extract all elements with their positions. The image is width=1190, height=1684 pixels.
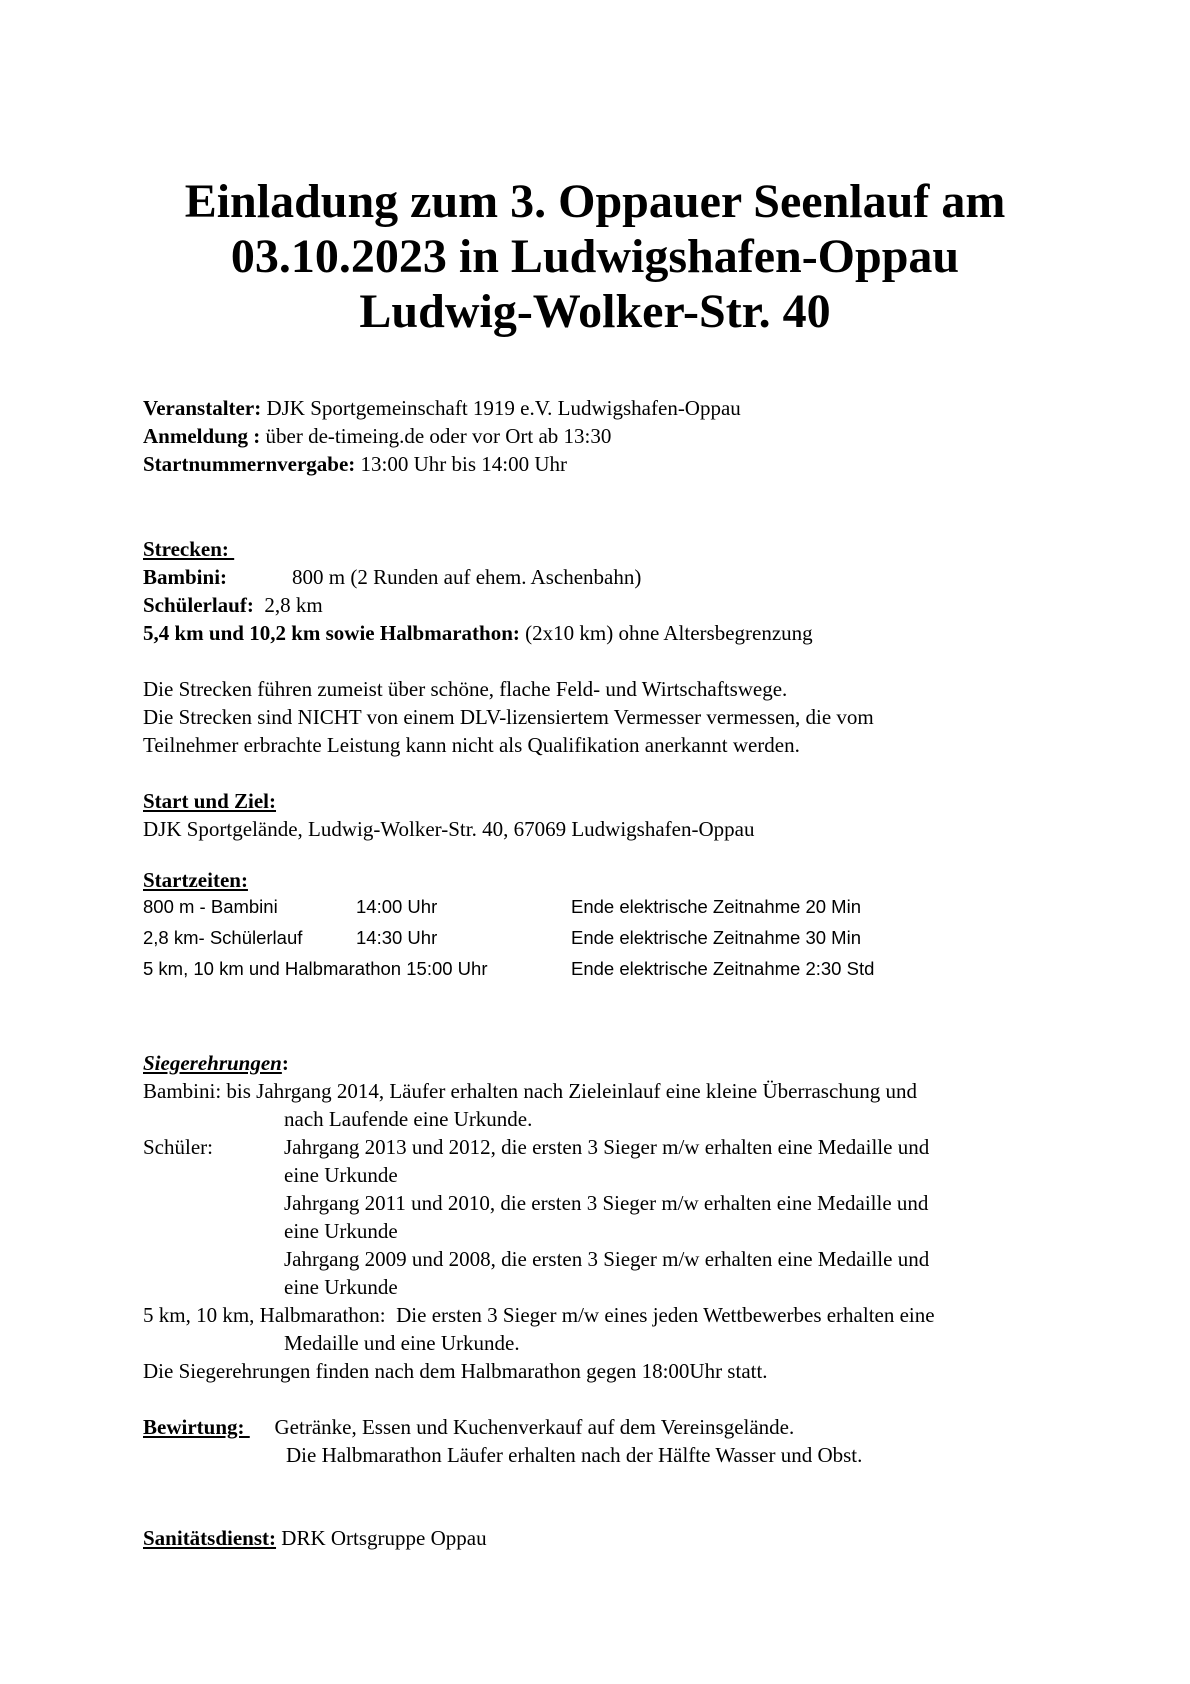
startzeiten-row-1-end: Ende elektrische Zeitnahme 20 Min [571,896,861,917]
bambini-line [143,563,227,591]
bambini-label: Bambini: [143,565,228,589]
page-title-line-1: Einladung zum 3. Oppauer Seenlauf am [184,175,1006,228]
siegerehrungen-note: Die Siegerehrungen finden nach dem Halbmarathon gegen 18:00Uhr statt. [143,1359,768,1383]
siegerehrungen-schueler-1a: Jahrgang 2013 und 2012, die ersten 3 Sieger m/w erhalten eine Medaille und [284,1135,930,1159]
siegerehrungen-bambini-2: nach Laufende eine Urkunde. [284,1107,533,1131]
page-title-line-2: 03.10.2023 in Ludwigshafen-Oppau [230,230,960,283]
bewirtung-underline-gap [245,1413,275,1441]
startzeiten-heading [143,866,248,894]
startnummern-line [143,450,567,478]
siegerehrungen-schueler-label: Schüler: [143,1135,213,1159]
siegerehrungen-schueler-1b: eine Urkunde [284,1163,398,1187]
siegerehrungen-schueler-2a: Jahrgang 2011 und 2010, die ersten 3 Sieger m/w erhalten eine Medaille und [284,1191,929,1215]
schueler-value: 2,8 km [253,593,323,617]
siegerehrungen-lang-1: 5 km, 10 km, Halbmarathon: Die ersten 3 Sieger m/w eines jeden Wettbewerbes erhalten eine [143,1303,935,1327]
anmeldung-label: Anmeldung : [143,424,261,448]
bambini-value: 800 m (2 Runden auf ehem. Aschenbahn) [292,565,642,589]
strecken-desc-3: Teilnehmer erbrachte Leistung kann nicht als Qualifikation anerkannt werden. [143,733,800,757]
bewirtung-value-2: Die Halbmarathon Läufer erhalten nach der Hälfte Wasser und Obst. [286,1443,863,1467]
bewirtung-line [143,1413,794,1441]
veranstalter-value: DJK Sportgemeinschaft 1919 e.V. Ludwigshafen-Oppau [261,396,741,420]
start-ziel-value: DJK Sportgelände, Ludwig-Wolker-Str. 40, 67069 Ludwigshafen-Oppau [143,817,755,841]
start-ziel-heading [143,787,276,815]
strecken-heading [143,535,234,563]
veranstalter-line [143,394,741,422]
page-title-line-3: Ludwig-Wolker-Str. 40 [359,285,831,338]
siegerehrungen-bambini-1: Bambini: bis Jahrgang 2014, Läufer erhalten nach Zieleinlauf eine kleine Überraschung und [143,1079,918,1103]
veranstalter-label: Veranstalter: [143,396,262,420]
sanitaet-value: DRK Ortsgruppe Oppau [276,1526,487,1550]
bewirtung-value-1: Getränke, Essen und Kuchenverkauf auf dem Vereinsgelände. [274,1415,795,1439]
siegerehrungen-schueler-3b: eine Urkunde [284,1275,398,1299]
startnummern-label: Startnummernvergabe: [143,452,356,476]
siegerehrungen-heading-text: Siegerehrungen [143,1051,282,1075]
strecken-desc-2: Die Strecken sind NICHT von einem DLV-lizensiertem Vermesser vermessen, die vom [143,705,874,729]
bewirtung-label: Bewirtung: [143,1415,245,1439]
schueler-label: Schülerlauf: [143,593,254,617]
anmeldung-value: über de-timeing.de oder vor Ort ab 13:30 [260,424,612,448]
lang-value: (2x10 km) ohne Altersbegrenzung [519,621,813,645]
startzeiten-row-2-name: 2,8 km- Schülerlauf [143,927,303,948]
startzeiten-row-3-end: Ende elektrische Zeitnahme 2:30 Std [571,958,875,979]
startzeiten-row-1-name: 800 m - Bambini [143,896,278,917]
siegerehrungen-schueler-3a: Jahrgang 2009 und 2008, die ersten 3 Sieger m/w erhalten eine Medaille und [284,1247,930,1271]
startzeiten-heading-text: Startzeiten: [143,868,248,892]
startzeiten-row-1-time: 14:00 Uhr [356,896,438,917]
siegerehrungen-colon: : [281,1051,289,1075]
strecken-desc-1: Die Strecken führen zumeist über schöne, flache Feld- und Wirtschaftswege. [143,677,788,701]
strecken-heading-text: Strecken: [143,537,235,561]
lang-line [143,619,813,647]
startzeiten-row-3-name: 5 km, 10 km und Halbmarathon 15:00 Uhr [143,958,488,979]
startzeiten-row-2-time: 14:30 Uhr [356,927,438,948]
startzeiten-row-2-end: Ende elektrische Zeitnahme 30 Min [571,927,861,948]
anmeldung-line [143,422,611,450]
sanitaet-label: Sanitätsdienst: [143,1526,277,1550]
siegerehrungen-heading [143,1049,289,1077]
lang-label: 5,4 km und 10,2 km sowie Halbmarathon: [143,621,520,645]
startnummern-value: 13:00 Uhr bis 14:00 Uhr [355,452,568,476]
siegerehrungen-lang-2: Medaille und eine Urkunde. [284,1331,520,1355]
siegerehrungen-schueler-2b: eine Urkunde [284,1219,398,1243]
start-ziel-heading-text: Start und Ziel: [143,789,277,813]
sanitaet-line [143,1524,487,1552]
schueler-line [143,591,323,619]
